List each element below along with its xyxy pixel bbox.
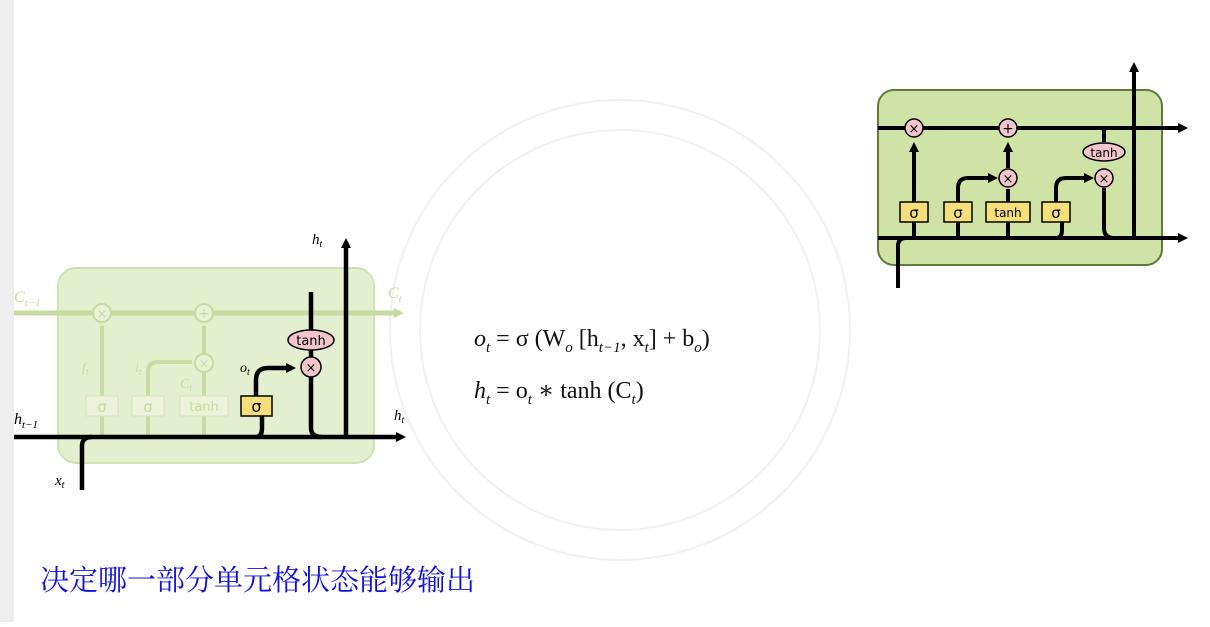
page-edge: [0, 0, 14, 622]
tanh-op-label: tanh: [296, 334, 326, 349]
svg-text:xt: $x_t$: [55, 473, 65, 491]
forget-times-glyph: ×: [96, 307, 108, 322]
input-times-glyph: ×: [198, 357, 210, 372]
right-lstm-diagram: [878, 66, 1184, 288]
equation-hidden-state: $h_t = o_t$ ∗ $\tanh (C_t)$: [474, 378, 644, 408]
slide-caption: 决定哪一部分单元格状态能够输出: [40, 563, 476, 597]
svg-text:ht: $h_t$: [394, 408, 405, 426]
add-plus-glyph: +: [198, 306, 210, 322]
r-output-times-label: ×: [1098, 172, 1110, 187]
forget-gate-label: σ: [97, 398, 107, 416]
input-gate-label: σ: [143, 398, 153, 416]
output-times-label: ×: [305, 361, 317, 376]
r-forget-gate-label: σ: [909, 204, 919, 222]
r-candidate-gate-label: tanh: [994, 206, 1022, 220]
svg-text:ot: $o_t$: [240, 361, 250, 378]
svg-text:Ct−1: $C_{t-1}$: [14, 289, 41, 309]
left-cell-box: [58, 268, 374, 463]
r-add-plus-label: +: [1002, 121, 1014, 137]
svg-text:it: $i_t$: [135, 361, 142, 378]
svg-text:Ct: $C_t$: [388, 285, 402, 305]
r-forget-times-label: ×: [908, 122, 920, 137]
svg-text:ft: $f_t$: [82, 361, 89, 378]
output-gate-label: σ: [251, 397, 262, 416]
svg-text:ht: $h_t$: [312, 232, 323, 250]
svg-text:Ct: $C_t$: [180, 377, 193, 394]
r-output-gate-label: σ: [1051, 204, 1061, 222]
r-input-gate-label: σ: [953, 204, 963, 222]
equation-output-gate: $o_t = \sigma$ ($W_o$ [$h_{t-1}$, $x_t] + b_o$): [474, 326, 710, 356]
left-lstm-diagram: [14, 232, 405, 491]
svg-text:ht−1: $h_{t-1}$: [14, 411, 38, 431]
r-tanh-label: tanh: [1090, 146, 1118, 160]
r-input-times-label: ×: [1002, 172, 1014, 187]
candidate-gate-label: tanh: [189, 400, 219, 415]
